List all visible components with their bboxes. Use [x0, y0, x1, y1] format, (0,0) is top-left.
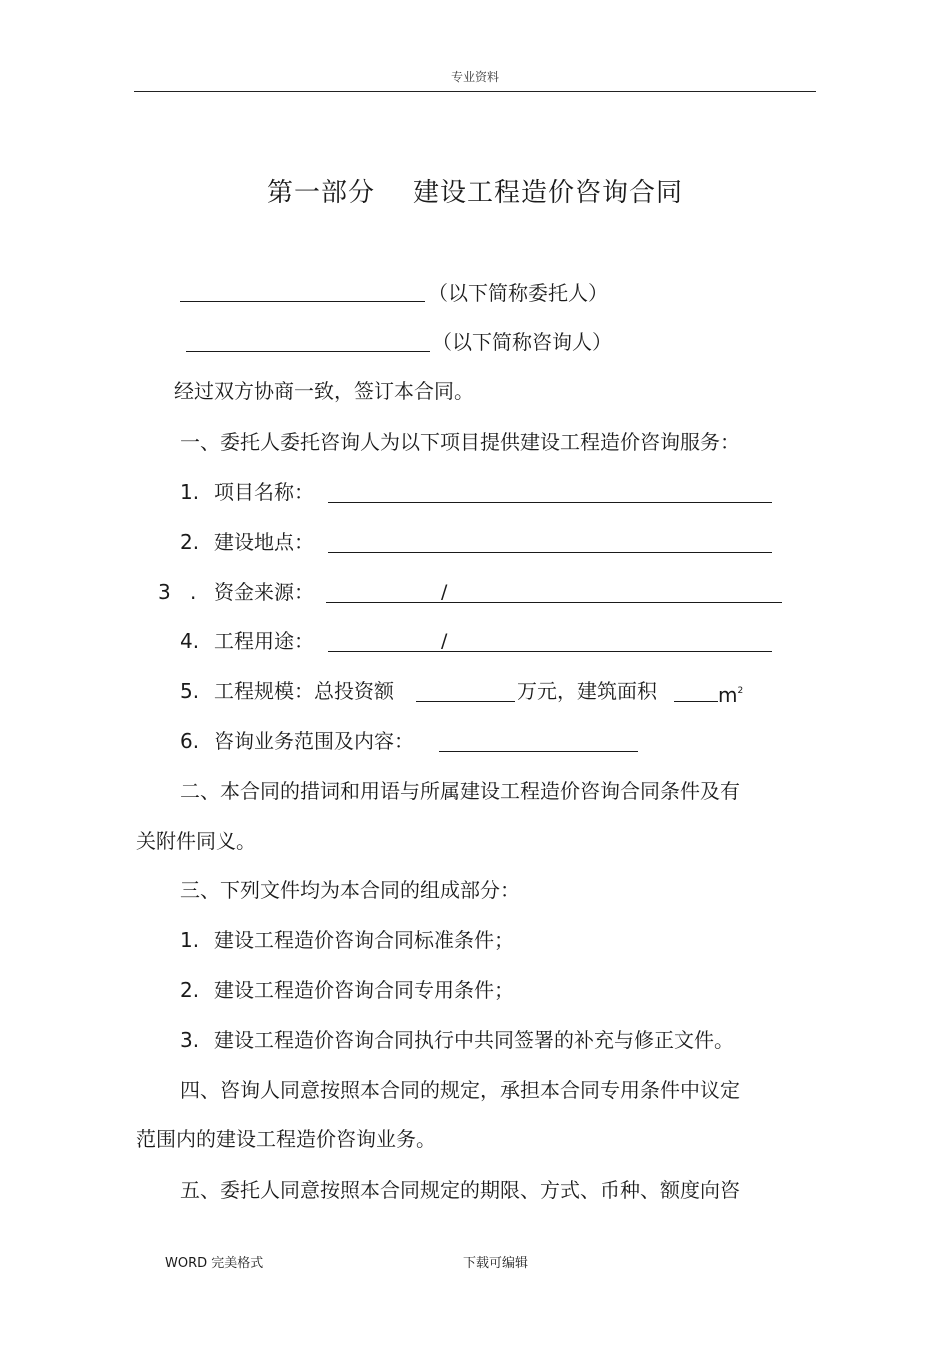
footer-right: 下载可编辑: [463, 1256, 529, 1271]
consultant-name-blank: [186, 351, 430, 352]
title-part: 第一部分: [266, 178, 375, 208]
item-1-label: 项目名称：: [214, 480, 314, 504]
item-1-number: 1.: [180, 480, 200, 504]
footer-left: WORD 完美格式: [165, 1256, 264, 1271]
clause-1-heading: 一、委托人委托咨询人为以下项目提供建设工程造价咨询服务：: [180, 430, 740, 454]
funding-value: /: [441, 581, 448, 603]
area-unit-m: m: [718, 683, 738, 707]
consultant-label: （以下简称咨询人）: [432, 330, 612, 354]
clause-2-line-1: 二、本合同的措词和用语与所属建设工程造价咨询合同条件及有: [180, 779, 740, 803]
item-4-label: 工程用途：: [214, 629, 314, 653]
doc-1-text: 建设工程造价咨询合同标准条件；: [214, 928, 514, 952]
clause-4-line-2: 范围内的建设工程造价咨询业务。: [136, 1127, 436, 1151]
investment-blank: [416, 701, 515, 702]
document-title: [0, 172, 950, 209]
funding-blank: [326, 602, 782, 603]
title-name: 建设工程造价咨询合同: [413, 178, 684, 208]
item-6-number: 6.: [180, 729, 200, 753]
item-2-number: 2.: [180, 530, 200, 554]
item-3-dot: .: [190, 580, 197, 604]
usage-value: /: [441, 630, 448, 652]
intro-text: 经过双方协商一致，签订本合同。: [174, 379, 474, 403]
clause-4-line-1: 四、咨询人同意按照本合同的规定，承担本合同专用条件中议定: [180, 1078, 740, 1102]
item-5-number: 5.: [180, 679, 200, 703]
location-blank: [328, 552, 772, 553]
item-4-number: 4.: [180, 629, 200, 653]
page-header: 专业资料: [450, 70, 499, 84]
item-5-unit: 万元，建筑面积: [517, 679, 657, 703]
doc-3-number: 3.: [180, 1028, 200, 1052]
item-5-label: 工程规模：总投资额: [214, 679, 394, 703]
item-2-label: 建设地点：: [214, 530, 314, 554]
area-unit: [718, 677, 743, 709]
item-6-label: 咨询业务范围及内容：: [214, 729, 414, 753]
item-3-label: 资金来源：: [214, 580, 314, 604]
project-name-blank: [328, 502, 772, 503]
clause-2-line-2: 关附件同义。: [136, 829, 256, 853]
scope-blank: [439, 751, 638, 752]
client-name-blank: [180, 301, 425, 302]
doc-2-number: 2.: [180, 978, 200, 1002]
clause-5-line-1: 五、委托人同意按照本合同规定的期限、方式、币种、额度向咨: [180, 1178, 740, 1202]
doc-1-number: 1.: [180, 928, 200, 952]
area-blank: [674, 701, 718, 702]
client-label: （以下简称委托人）: [428, 281, 608, 305]
usage-blank: [328, 651, 772, 652]
doc-3-text: 建设工程造价咨询合同执行中共同签署的补充与修正文件。: [214, 1028, 734, 1052]
header-divider: [134, 91, 816, 92]
clause-3-heading: 三、下列文件均为本合同的组成部分：: [180, 878, 520, 902]
item-3-number: 3: [158, 580, 171, 604]
doc-2-text: 建设工程造价咨询合同专用条件；: [214, 978, 514, 1002]
area-unit-sup: 2: [737, 686, 744, 696]
